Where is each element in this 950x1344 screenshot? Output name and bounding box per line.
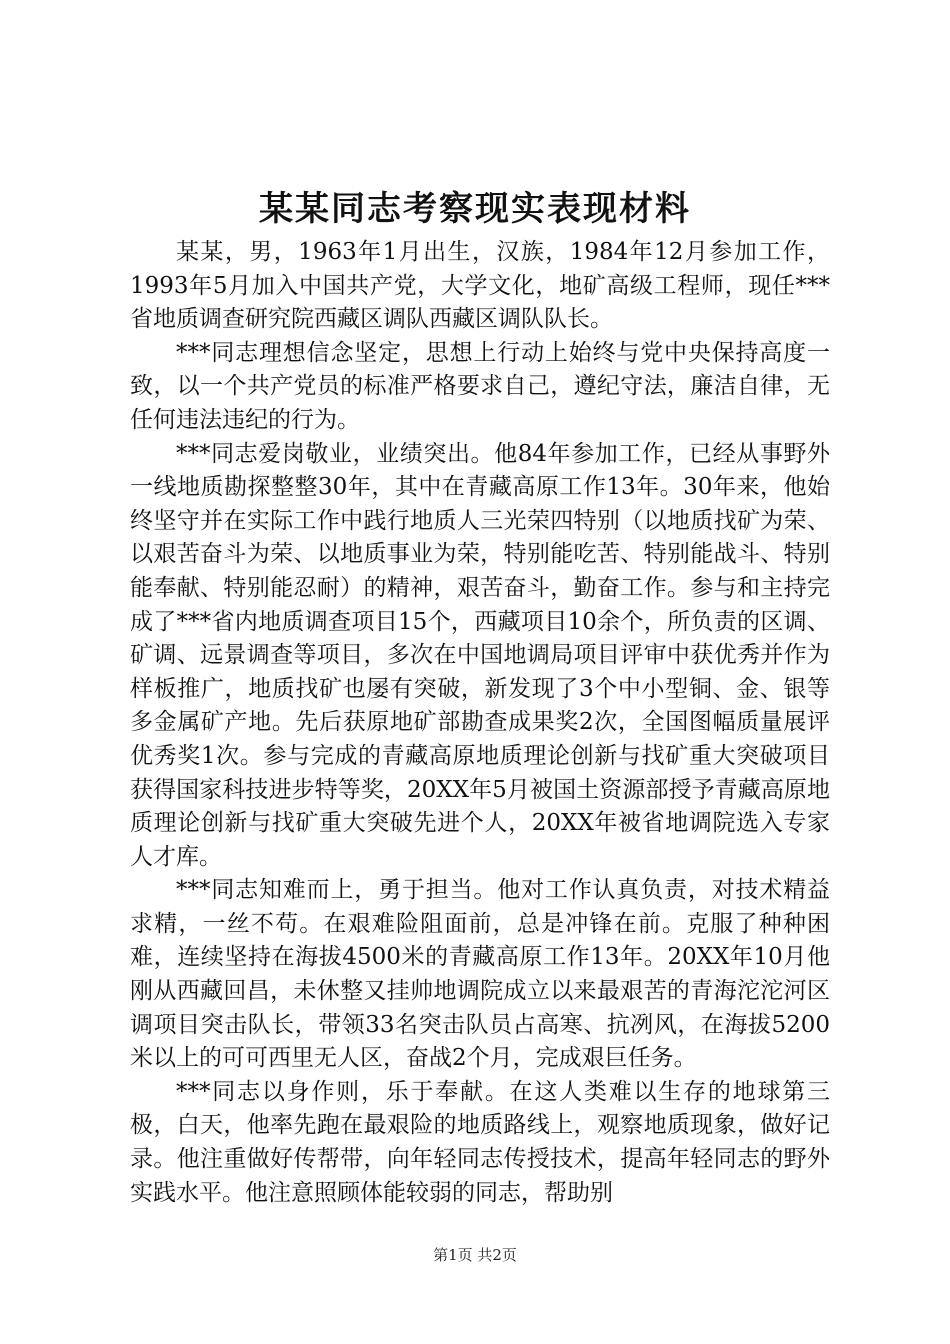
paragraph-dedication: ***同志以身作则，乐于奉献。在这人类难以生存的地球第三极，白天，他率先跑在最艰险的地质路线上，观察地质现象，做好记录。他注重做好传帮带，向年轻同志传授技术，提高年轻同志的野外实践水平。他注意照顾体能较弱的同志，帮助别	[130, 1078, 830, 1206]
document-body	[130, 236, 830, 1210]
paragraph-courage-responsibility: ***同志知难而上，勇于担当。他对工作认真负责，对技术精益求精，一丝不苟。在艰难险阻面前，总是冲锋在前。克服了种种困难，连续坚持在海拔4500米的青藏高原工作13年。20XX年10月他刚从西藏回昌，未休整又挂帅地调院成立以来最艰苦的青海沱沱河区调项目突击队长，带领33名突击队员占高寒、抗冽风，在海拔5200米以上的可可西里无人区，奋战2个月，完成艰巨任务。	[130, 877, 830, 1072]
paragraph-political-integrity: ***同志理想信念坚定，思想上行动上始终与党中央保持高度一致，以一个共产党员的标准严格要求自己，遵纪守法，廉洁自律，无任何违法违纪的行为。	[130, 339, 830, 433]
page-number-footer: 第1页 共2页	[433, 1246, 517, 1264]
document-title: 某某同志考察现实表现材料	[259, 189, 691, 229]
paragraph-profile: 某某，男，1963年1月出生，汉族，1984年12月参加工作，1993年5月加入中国共产党，大学文化，地矿高级工程师，现任***省地质调查研究院西藏区调队西藏区调队队长。	[130, 239, 830, 333]
paragraph-work-achievements: ***同志爱岗敬业，业绩突出。他84年参加工作，已经从事野外一线地质勘探整整30年，其中在青藏高原工作13年。30年来，他始终坚守并在实际工作中践行地质人三光荣四特别（以地质找矿为荣、以艰苦奋斗为荣、以地质事业为荣，特别能吃苦、特别能战斗、特别能奉献、特别能忍耐）的精神，艰苦奋斗，勤奋工作。参与和主持完成了***省内地质调查项目15个，西藏项目10余个，所负责的区调、矿调、远景调查等项目，多次在中国地调局项目评审中获优秀并作为样板推广，地质找矿也屡有突破，新发现了3个中小型铜、金、银等多金属矿产地。先后获原地矿部勘查成果奖2次，全国图幅质量展评优秀奖1次。参与完成的青藏高原地质理论创新与找矿重大突破项目获得国家科技进步特等奖，20XX年5月被国土资源部授予青藏高原地质理论创新与找矿重大突破先进个人，20XX年被省地调院选入专家人才库。	[130, 440, 830, 870]
